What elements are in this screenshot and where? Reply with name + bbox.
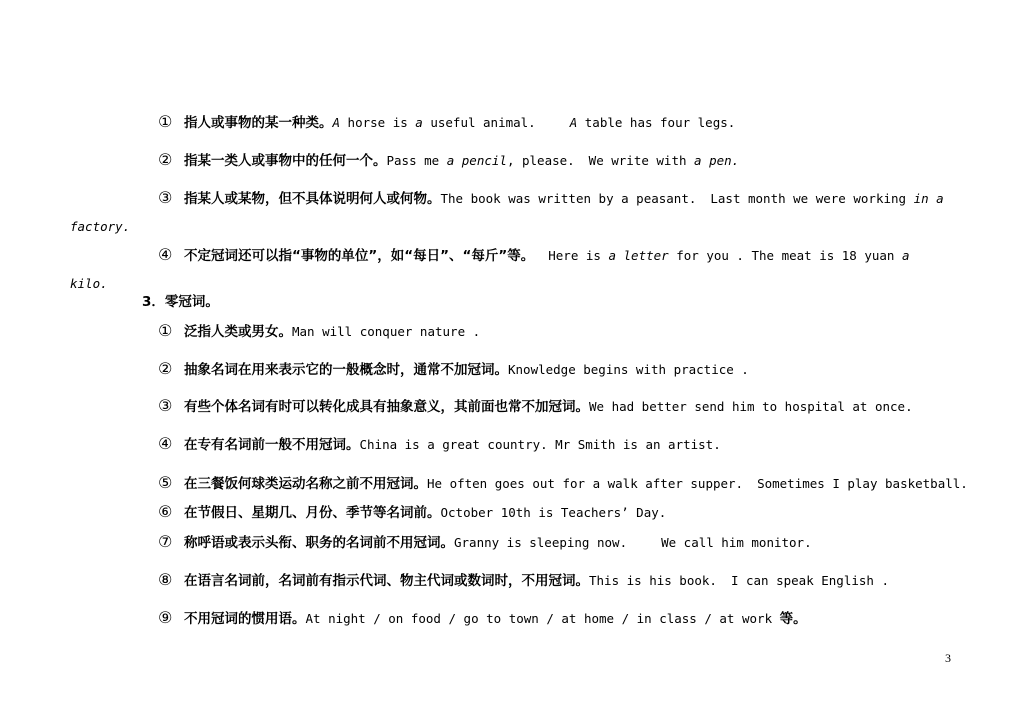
- item-4-wrap: [70, 276, 108, 293]
- example-text: He often goes out for a walk after supper.: [427, 476, 744, 491]
- example-text: a letter: [608, 248, 669, 263]
- item-cn-text: 不用冠词的惯用语。: [184, 611, 306, 627]
- item-3-wrap: [70, 219, 130, 236]
- section-title: 3．零冠词。: [142, 294, 219, 310]
- item-number: ②: [158, 150, 173, 169]
- item-cn-text: 在节假日、星期几、月份、季节等名词前。: [184, 505, 441, 521]
- example-text: Man will conquer nature .: [292, 324, 481, 339]
- item-number: ②: [158, 359, 173, 378]
- example-text: Pass me: [386, 153, 447, 168]
- example-text: a pen.: [694, 153, 740, 168]
- example-text: This is his book.: [589, 573, 717, 588]
- zero-item-3: [158, 398, 913, 416]
- item-cn-text: 在专有名词前一般不用冠词。: [184, 437, 360, 453]
- example-text: The book was written by a peasant.: [440, 191, 697, 206]
- zero-item-5: [158, 475, 968, 493]
- item-2: [158, 152, 739, 170]
- item-4: [158, 247, 910, 265]
- zero-item-4: [158, 436, 721, 454]
- example-text: We had better send him to hospital at once.: [589, 399, 913, 414]
- example-text: in a: [913, 191, 944, 206]
- item-cn-text: 在三餐饭何球类运动名称之前不用冠词。: [184, 476, 427, 492]
- example-text: useful animal.: [422, 115, 536, 130]
- example-text: Last month we were working: [710, 191, 914, 206]
- example-text: Knowledge begins with practice .: [508, 362, 749, 377]
- item-number: ⑧: [158, 570, 173, 589]
- zero-item-1: [158, 323, 480, 341]
- example-text: table has four legs.: [577, 115, 736, 130]
- example-text: horse is: [340, 115, 416, 130]
- example-text: I can speak English .: [730, 573, 889, 588]
- example-text: a: [415, 115, 423, 130]
- zero-item-8: [158, 572, 889, 590]
- example-text: factory.: [70, 219, 131, 234]
- example-text: October 10th is Teachers’ Day.: [440, 505, 667, 520]
- item-number: ①: [158, 112, 173, 131]
- example-text: kilo.: [70, 276, 108, 291]
- example-text: A: [332, 115, 341, 130]
- example-text: Granny is sleeping now.: [454, 535, 628, 550]
- item-number: ⑨: [158, 608, 173, 627]
- item-3: [158, 190, 944, 208]
- item-number: ④: [158, 245, 173, 264]
- item-cn-text: 有些个体名词有时可以转化成具有抽象意义，其前面也常不加冠词。: [184, 399, 589, 415]
- zero-item-2: [158, 361, 749, 379]
- example-text: Sometimes I play basketball.: [757, 476, 968, 491]
- example-text: for you . The meat is 18 yuan: [668, 248, 902, 263]
- item-number: ⑤: [158, 473, 173, 492]
- item-cn-text: 等。: [779, 611, 807, 627]
- item-1: [158, 114, 735, 132]
- item-cn-text: 指某人或某物，但不具体说明何人或何物。: [184, 191, 441, 207]
- example-text: At night / on food / go to town / at home / in class / at work: [305, 611, 780, 626]
- example-text: Here is: [548, 248, 609, 263]
- zero-item-6: [158, 504, 666, 522]
- item-number: ①: [158, 321, 173, 340]
- item-cn-text: 指某一类人或事物中的任何一个。: [184, 153, 387, 169]
- item-number: ③: [158, 396, 173, 415]
- item-cn-text: 在语言名词前，名词前有指示代词、物主代词或数词时，不用冠词。: [184, 573, 589, 589]
- item-number: ⑦: [158, 532, 173, 551]
- example-text: , please.: [506, 153, 575, 168]
- example-text: China is a great country. Mr Smith is an artist.: [359, 437, 721, 452]
- example-text: We call him monitor.: [661, 535, 812, 550]
- item-cn-text: 称呼语或表示头衔、职务的名词前不用冠词。: [184, 535, 454, 551]
- page-number: 3: [945, 651, 951, 665]
- item-cn-text: 指人或事物的某一种类。: [184, 115, 333, 131]
- item-cn-text: 抽象名词在用来表示它的一般概念时，通常不加冠词。: [184, 362, 508, 378]
- item-number: ④: [158, 434, 173, 453]
- example-text: We write with: [588, 153, 695, 168]
- item-cn-text: 泛指人类或男女。: [184, 324, 292, 340]
- item-number: ⑥: [158, 502, 173, 521]
- zero-item-9: [158, 610, 807, 628]
- example-text: a pencil: [446, 153, 507, 168]
- example-text: A: [569, 115, 578, 130]
- example-text: a: [901, 248, 910, 263]
- zero-item-7: [158, 534, 812, 552]
- item-cn-text: 不定冠词还可以指“事物的单位”，如“每日”、“每斤”等。: [184, 248, 535, 264]
- item-number: ③: [158, 188, 173, 207]
